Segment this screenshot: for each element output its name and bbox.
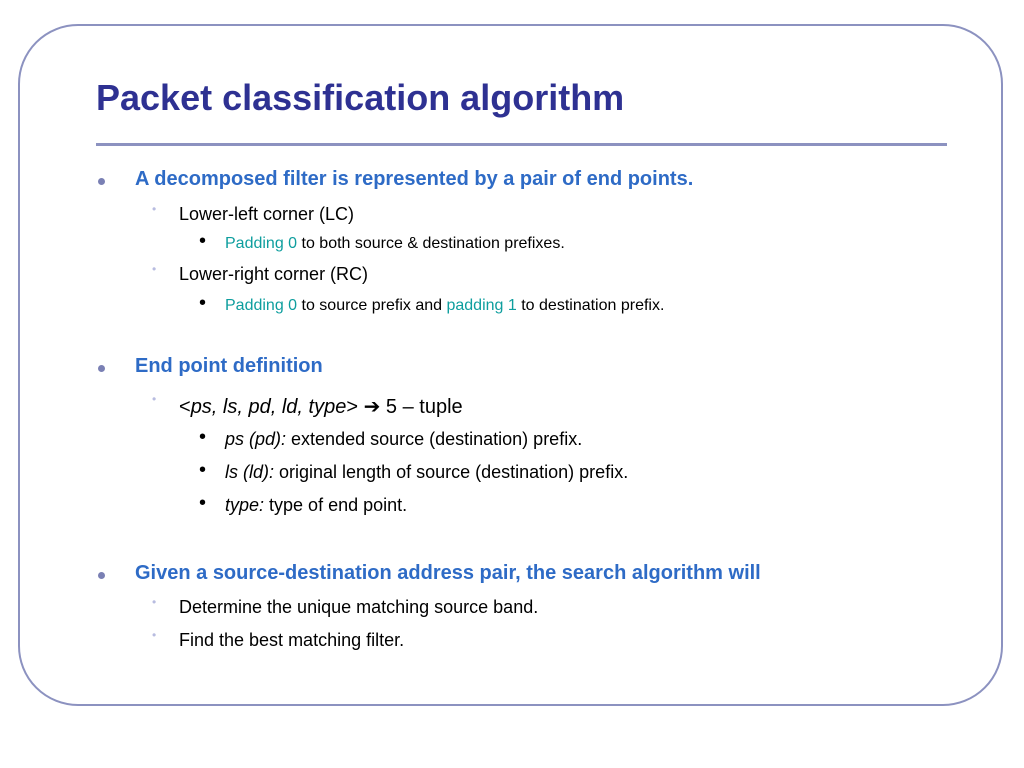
tuple-fields: ps, ls, pd, ld, type <box>190 396 347 418</box>
arrow-right-icon: ➔ <box>363 396 381 418</box>
lc-detail-text: to both source & destination prefixes. <box>297 235 565 252</box>
item-lower-right-corner: Lower-right corner (RC) <box>179 264 369 284</box>
rc-detail-mid: to source prefix and <box>297 297 447 314</box>
highlight-padding-0: Padding 0 <box>225 297 298 314</box>
term-ls-ld: ls (ld): <box>225 462 274 482</box>
bullet-icon: • <box>152 202 157 216</box>
bullet-icon: • <box>199 459 207 481</box>
item-lc-detail <box>225 235 565 253</box>
term-ps-pd: ps (pd): <box>225 429 287 449</box>
desc-type: type of end point. <box>264 495 408 515</box>
bullet-icon <box>98 572 105 579</box>
bullet-icon: • <box>199 492 207 514</box>
bullet-icon <box>98 178 105 185</box>
highlight-padding-1: padding 1 <box>446 297 517 314</box>
section-heading-decomposed-filter: A decomposed filter is represented by a pair of end points. <box>135 168 694 190</box>
tuple-open: < <box>179 396 191 418</box>
tuple-close: > <box>346 396 359 418</box>
highlight-padding-0: Padding 0 <box>225 235 298 252</box>
item-ps-pd <box>225 429 582 450</box>
item-tuple-definition <box>179 394 463 419</box>
rc-detail-text: to destination prefix. <box>516 297 665 314</box>
term-type: type: <box>225 495 265 515</box>
section-heading-search-algorithm: Given a source-destination address pair, the search algorithm will <box>135 562 761 584</box>
bullet-icon: • <box>152 628 157 642</box>
item-lower-left-corner: Lower-left corner (LC) <box>179 204 355 224</box>
bullet-icon: • <box>152 595 157 609</box>
item-determine-source-band: Determine the unique matching source band. <box>179 597 539 617</box>
bullet-icon: • <box>199 292 207 314</box>
desc-ps-pd: extended source (destination) prefix. <box>286 429 583 449</box>
item-rc-detail <box>225 297 664 315</box>
bullet-icon: • <box>152 392 157 406</box>
bullet-icon: • <box>199 426 207 448</box>
item-ls-ld <box>225 462 628 483</box>
bullet-icon: • <box>152 262 157 276</box>
tuple-result: 5 – tuple <box>380 396 463 418</box>
bullet-icon: • <box>199 230 207 252</box>
bullet-icon <box>98 365 105 372</box>
desc-ls-ld: original length of source (destination) prefix. <box>274 462 629 482</box>
item-find-best-filter: Find the best matching filter. <box>179 630 405 650</box>
slide-title: Packet classification algorithm <box>96 77 625 118</box>
item-type <box>225 495 407 516</box>
section-heading-end-point-definition: End point definition <box>135 355 323 377</box>
